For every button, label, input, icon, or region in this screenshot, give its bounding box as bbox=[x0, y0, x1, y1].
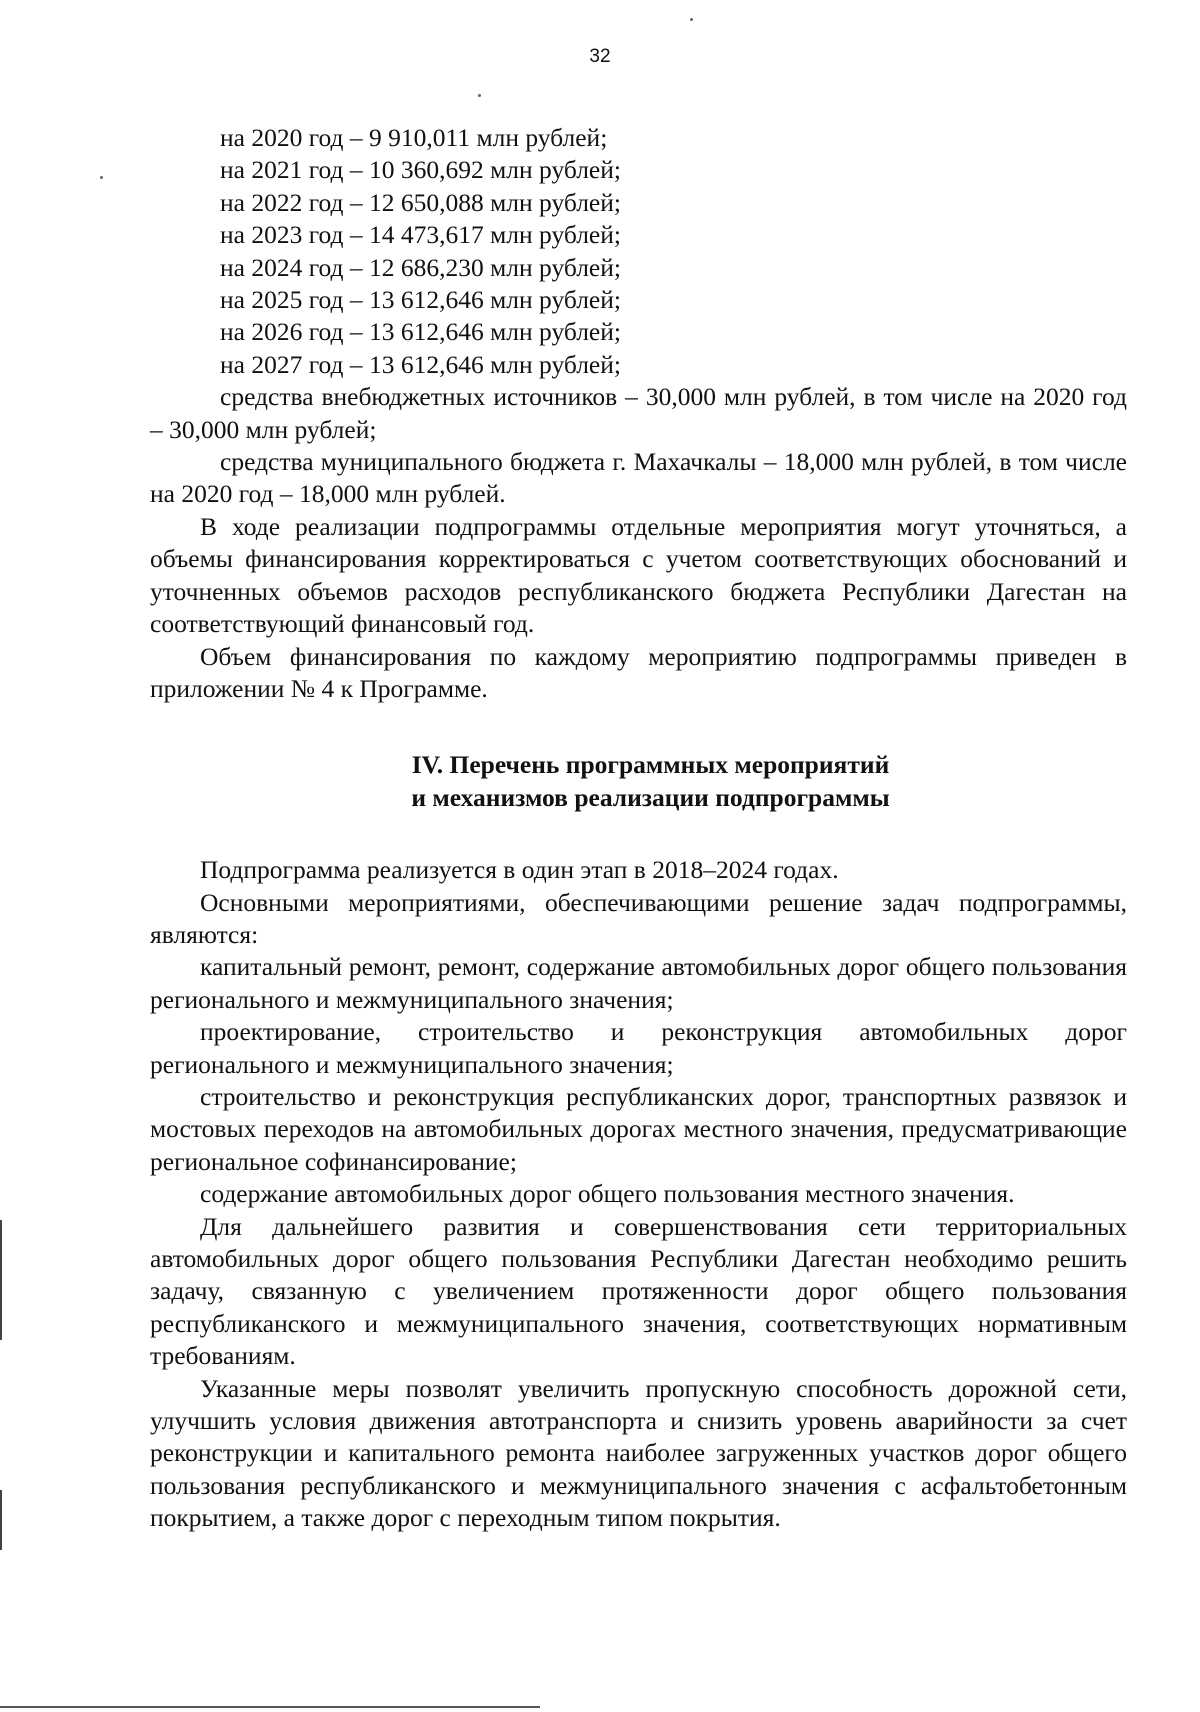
section-heading-line2: и механизмов реализации подпрограммы bbox=[411, 782, 890, 812]
funding-year-line: на 2022 год – 12 650,088 млн рублей; bbox=[220, 187, 621, 217]
funding-year-line: на 2026 год – 13 612,646 млн рублей; bbox=[220, 317, 621, 347]
extrabudgetary-funding-paragraph: средства внебюджетных источников – 30,000 млн рублей, в том числе на 2020 год – 30,000 млн рублей; bbox=[150, 382, 1127, 444]
development-paragraph: Для дальнейшего развития и совершенствования сети территориальных автомобильных дорог общего пользования Республики Дагестан необходимо решить задачу, связанную с увеличением протяженности дорог общего пользования республиканского и межмуниципального значения, соответствующих нормативным требованиям. bbox=[150, 1211, 1127, 1371]
measure-item: содержание автомобильных дорог общего пользования местного значения. bbox=[200, 1179, 1015, 1209]
section-heading-line1: IV. Перечень программных мероприятий bbox=[411, 750, 890, 780]
scan-edge-mark bbox=[0, 1220, 2, 1340]
main-measures-intro-paragraph: Основными мероприятиями, обеспечивающими решение задач подпрограммы, являются: bbox=[150, 887, 1127, 949]
stage-paragraph: Подпрограмма реализуется в один этап в 2018–2024 годах. bbox=[200, 855, 839, 885]
funding-year-line: на 2020 год – 9 910,011 млн рублей; bbox=[220, 123, 608, 152]
funding-year-line: на 2027 год – 13 612,646 млн рублей; bbox=[220, 349, 621, 379]
funding-year-line: на 2025 год – 13 612,646 млн рублей; bbox=[220, 285, 621, 315]
funding-by-year-list bbox=[150, 122, 1127, 381]
scan-speck bbox=[100, 176, 103, 179]
measure-item: капитальный ремонт, ремонт, содержание автомобильных дорог общего пользования регионального и межмуниципального значения; bbox=[150, 952, 1127, 1014]
document-body bbox=[150, 122, 1127, 1535]
funding-year-line: на 2021 год – 10 360,692 млн рублей; bbox=[220, 155, 621, 185]
funding-year-line: на 2023 год – 14 473,617 млн рублей; bbox=[220, 220, 621, 250]
page-number: 32 bbox=[589, 46, 611, 67]
measure-item: проектирование, строительство и реконструкция автомобильных дорог регионального и межмуниципального значения; bbox=[150, 1017, 1127, 1079]
scan-bottom-rule bbox=[0, 1706, 540, 1708]
adjustment-paragraph: В ходе реализации подпрограммы отдельные мероприятия могут уточняться, а объемы финансирования корректироваться с учетом соответствующих обоснований и уточненных объемов расходов республиканского бюджета Республики Дагестан на соответствующий финансовый год. bbox=[150, 511, 1127, 639]
municipal-funding-paragraph: средства муниципального бюджета г. Махачкалы – 18,000 млн рублей, в том числе на 2020 год – 18,000 млн рублей. bbox=[150, 447, 1127, 509]
scan-speck bbox=[690, 18, 693, 21]
section-heading bbox=[150, 749, 1127, 814]
funding-year-line: на 2024 год – 12 686,230 млн рублей; bbox=[220, 252, 621, 282]
scan-speck bbox=[478, 94, 481, 97]
appendix-reference-paragraph: Объем финансирования по каждому мероприятию подпрограммы приведен в приложении № 4 к Программе. bbox=[150, 641, 1127, 703]
scan-edge-mark bbox=[0, 1490, 2, 1550]
measure-item: строительство и реконструкция республиканских дорог, транспортных развязок и мостовых переходов на автомобильных дорогах местного значения, предусматривающие региональное софинансирование; bbox=[150, 1081, 1127, 1176]
outcomes-paragraph: Указанные меры позволят увеличить пропускную способность дорожной сети, улучшить условия движения автотранспорта и снизить уровень аварийности за счет реконструкции и капитального ремонта наиболее загруженных участков дорог общего пользования республиканского и межмуниципального значения с асфальтобетонным покрытием, а также дорог с переходным типом покрытия. bbox=[150, 1373, 1127, 1533]
